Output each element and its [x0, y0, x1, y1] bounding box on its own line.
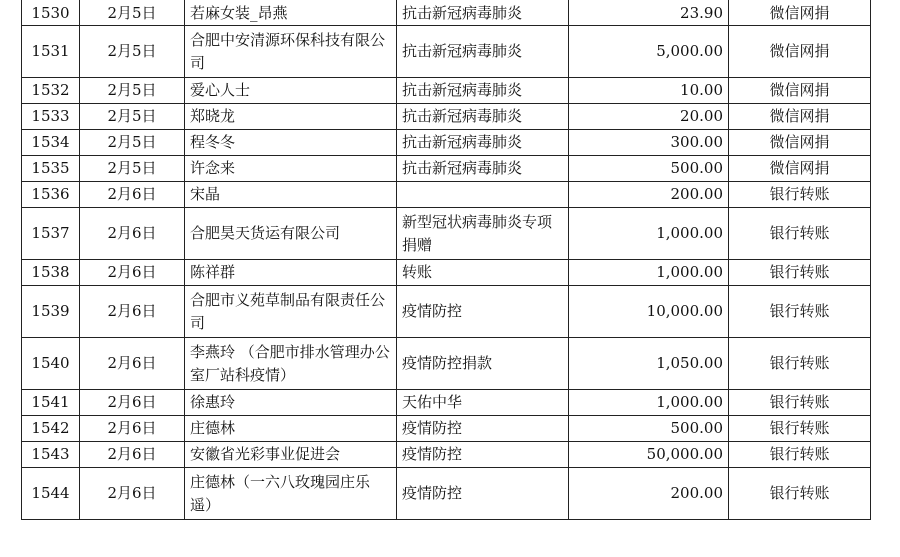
table-row [22, 182, 871, 208]
row-donor: 陈祥群 [185, 260, 397, 286]
row-purpose: 抗击新冠病毒肺炎 [397, 1, 569, 26]
row-amount: 1,050.00 [569, 338, 729, 390]
row-method: 银行转账 [729, 182, 871, 208]
row-method: 银行转账 [729, 442, 871, 468]
table-row [22, 104, 871, 130]
row-date: 2月5日 [80, 78, 185, 104]
row-number: 1534 [22, 130, 80, 156]
table-row [22, 208, 871, 260]
row-date: 2月6日 [80, 286, 185, 338]
row-method: 银行转账 [729, 260, 871, 286]
row-donor: 若麻女装_昂燕 [185, 1, 397, 26]
row-amount: 200.00 [569, 468, 729, 520]
table-row [22, 416, 871, 442]
row-number: 1530 [22, 1, 80, 26]
row-donor: 许念来 [185, 156, 397, 182]
row-number: 1531 [22, 26, 80, 78]
row-date: 2月6日 [80, 442, 185, 468]
row-date: 2月6日 [80, 208, 185, 260]
table-row [22, 156, 871, 182]
row-date: 2月6日 [80, 416, 185, 442]
table-row [22, 78, 871, 104]
row-date: 2月5日 [80, 156, 185, 182]
row-purpose: 抗击新冠病毒肺炎 [397, 78, 569, 104]
table-row [22, 260, 871, 286]
row-number: 1541 [22, 390, 80, 416]
row-donor: 合肥昊天货运有限公司 [185, 208, 397, 260]
row-donor: 郑晓龙 [185, 104, 397, 130]
row-donor: 徐惠玲 [185, 390, 397, 416]
row-purpose [397, 182, 569, 208]
row-number: 1537 [22, 208, 80, 260]
row-amount: 10,000.00 [569, 286, 729, 338]
row-number: 1532 [22, 78, 80, 104]
row-method: 微信网捐 [729, 1, 871, 26]
table-row [22, 1, 871, 26]
row-purpose: 抗击新冠病毒肺炎 [397, 130, 569, 156]
row-method: 微信网捐 [729, 156, 871, 182]
row-number: 1538 [22, 260, 80, 286]
row-date: 2月5日 [80, 26, 185, 78]
row-number: 1533 [22, 104, 80, 130]
row-purpose: 疫情防控 [397, 416, 569, 442]
row-method: 微信网捐 [729, 26, 871, 78]
row-purpose: 疫情防控 [397, 286, 569, 338]
row-purpose: 抗击新冠病毒肺炎 [397, 26, 569, 78]
row-method: 银行转账 [729, 286, 871, 338]
row-number: 1535 [22, 156, 80, 182]
row-donor: 庄德林（一六八玫瑰园庄乐遥） [185, 468, 397, 520]
row-purpose: 疫情防控捐款 [397, 338, 569, 390]
row-donor: 爱心人士 [185, 78, 397, 104]
row-method: 微信网捐 [729, 78, 871, 104]
donation-table [21, 0, 871, 520]
row-amount: 50,000.00 [569, 442, 729, 468]
row-date: 2月6日 [80, 260, 185, 286]
table-row [22, 26, 871, 78]
table-row [22, 286, 871, 338]
row-purpose: 疫情防控 [397, 468, 569, 520]
row-donor: 程冬冬 [185, 130, 397, 156]
row-date: 2月5日 [80, 1, 185, 26]
row-number: 1543 [22, 442, 80, 468]
row-number: 1542 [22, 416, 80, 442]
row-amount: 5,000.00 [569, 26, 729, 78]
row-date: 2月6日 [80, 468, 185, 520]
row-number: 1539 [22, 286, 80, 338]
row-donor: 李燕玲 （合肥市排水管理办公室厂站科疫情） [185, 338, 397, 390]
row-method: 银行转账 [729, 338, 871, 390]
row-number: 1540 [22, 338, 80, 390]
row-date: 2月6日 [80, 182, 185, 208]
row-number: 1536 [22, 182, 80, 208]
row-donor: 合肥中安清源环保科技有限公司 [185, 26, 397, 78]
row-donor: 庄德林 [185, 416, 397, 442]
row-amount: 500.00 [569, 156, 729, 182]
row-purpose: 抗击新冠病毒肺炎 [397, 104, 569, 130]
row-purpose: 疫情防控 [397, 442, 569, 468]
row-number: 1544 [22, 468, 80, 520]
row-date: 2月5日 [80, 104, 185, 130]
row-date: 2月6日 [80, 390, 185, 416]
row-donor: 安徽省光彩事业促进会 [185, 442, 397, 468]
row-method: 银行转账 [729, 208, 871, 260]
row-method: 银行转账 [729, 416, 871, 442]
row-amount: 10.00 [569, 78, 729, 104]
table-row [22, 130, 871, 156]
row-method: 银行转账 [729, 468, 871, 520]
row-purpose: 转账 [397, 260, 569, 286]
row-amount: 500.00 [569, 416, 729, 442]
table-row [22, 442, 871, 468]
row-method: 银行转账 [729, 390, 871, 416]
row-method: 微信网捐 [729, 130, 871, 156]
row-amount: 1,000.00 [569, 260, 729, 286]
row-amount: 1,000.00 [569, 390, 729, 416]
row-purpose: 抗击新冠病毒肺炎 [397, 156, 569, 182]
table-row [22, 390, 871, 416]
table-row [22, 338, 871, 390]
row-date: 2月6日 [80, 338, 185, 390]
row-purpose: 新型冠状病毒肺炎专项捐赠 [397, 208, 569, 260]
row-purpose: 天佑中华 [397, 390, 569, 416]
row-donor: 宋晶 [185, 182, 397, 208]
row-donor: 合肥市义苑草制品有限责任公司 [185, 286, 397, 338]
row-amount: 300.00 [569, 130, 729, 156]
row-amount: 1,000.00 [569, 208, 729, 260]
row-date: 2月5日 [80, 130, 185, 156]
row-method: 微信网捐 [729, 104, 871, 130]
row-amount: 23.90 [569, 1, 729, 26]
table-row [22, 468, 871, 520]
row-amount: 20.00 [569, 104, 729, 130]
row-amount: 200.00 [569, 182, 729, 208]
